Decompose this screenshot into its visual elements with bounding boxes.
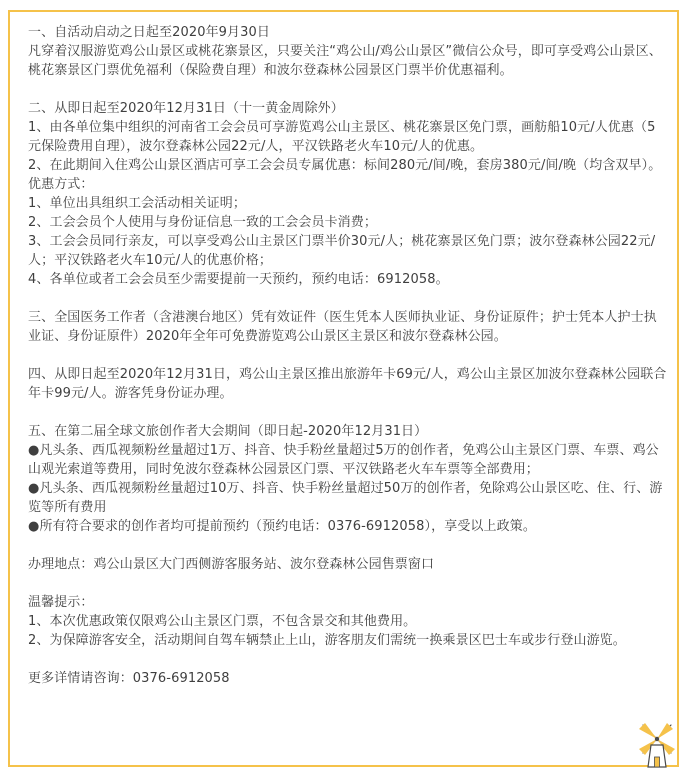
section2-heading: 二、从即日起至2020年12月31日（十一黄金周除外） — [28, 101, 344, 116]
section1-heading: 一、自活动启动之日起至2020年9月30日 — [28, 25, 270, 40]
section1-body: 凡穿着汉服游览鸡公山景区或桃花寨景区，只要关注“鸡公山/鸡公山景区”微信公众号，即可享受鸡公山景区、桃花寨景区门票优免福利（保险费自理）和波尔登森林公园景区门票半价优惠福利。 — [28, 44, 662, 78]
section2-item1: 1、由各单位集中组织的河南省工会会员可享游览鸡公山主景区、桃花寨景区免门票，画舫船10元/人优惠（5元保险费用自理），波尔登森林公园22元/人，平汉铁路老火车10元/人的优惠。 — [28, 120, 656, 154]
method-1: 1、单位出具组织工会活动相关证明； — [28, 196, 246, 211]
method-3: 3、工会会员同行亲友，可以享受鸡公山主景区门票半价30元/人；桃花寨景区免门票；波尔登森林公园22元/人；平汉铁路老火车10元/人的优惠价格； — [28, 234, 656, 268]
tip-2: 2、为保障游客安全，活动期间自驾车辆禁止上山，游客朋友们需统一换乘景区巴士车或步行登山游览。 — [28, 633, 626, 648]
section4-body: 四、从即日起至2020年12月31日，鸡公山主景区推出旅游年卡69元/人，鸡公山主景区加波尔登森林公园联合年卡99元/人。游客凭身份证办理。 — [28, 367, 667, 401]
method-2: 2、工会会员个人使用与身份证信息一致的工会会员卡消费； — [28, 215, 377, 230]
contact-info: 更多详情请咨询：0376-6912058 — [28, 671, 230, 686]
section2-item2: 2、在此期间入住鸡公山景区酒店可享工会会员专属优惠：标间280元/间/晚，套房380元/间/晚（均含双早）。 — [28, 158, 662, 173]
section5-bullet-2: ●凡头条、西瓜视频粉丝量超过10万、抖音、快手粉丝量超过50万的创作者，免除鸡公山景区吃、住、行、游览等所有费用 — [28, 481, 663, 515]
windmill-mascot-icon — [635, 719, 679, 769]
method-4: 4、各单位或者工会会员至少需要提前一天预约，预约电话：6912058。 — [28, 272, 449, 287]
methods-title: 优惠方式： — [28, 177, 94, 192]
location: 办理地点：鸡公山景区大门西侧游客服务站、波尔登森林公园售票窗口 — [28, 557, 435, 572]
tips-title: 温馨提示： — [28, 595, 94, 610]
section5-bullet-3: ●所有符合要求的创作者均可提前预约（预约电话：0376-6912058），享受以上政策。 — [28, 519, 536, 534]
section3-body: 三、全国医务工作者（含港澳台地区）凭有效证件（医生凭本人医师执业证、身份证原件；护士凭本人护士执业证、身份证原件）2020年全年可免费游览鸡公山景区主景区和波尔登森林公园。 — [28, 310, 657, 344]
tip-1: 1、本次优惠政策仅限鸡公山主景区门票，不包含景交和其他费用。 — [28, 614, 417, 629]
section5-bullet-1: ●凡头条、西瓜视频粉丝量超过1万、抖音、快手粉丝量超过5万的创作者，免鸡公山主景区门票、车票、鸡公山观光索道等费用，同时免波尔登森林公园景区门票、平汉铁路老火车车票等全部费用； — [28, 443, 659, 477]
section5-heading: 五、在第二届全球文旅创作者大会期间（即日起-2020年12月31日） — [28, 424, 428, 439]
notice-content — [28, 23, 668, 688]
